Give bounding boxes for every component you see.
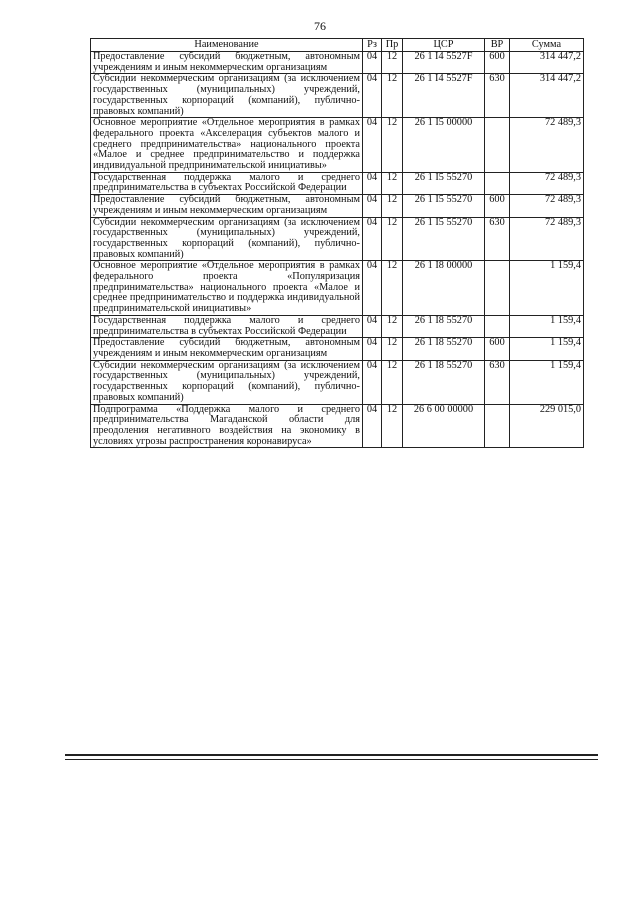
row-sum: 1 159,4	[510, 338, 584, 360]
table-row	[91, 217, 584, 261]
row-csr: 26 6 00 00000	[403, 404, 485, 448]
row-vr	[485, 118, 510, 173]
row-pr: 12	[382, 217, 403, 261]
row-name: Субсидии некоммерческим организациям (за исключением государственных (муниципальных) учреждений, государственных корпораций (компаний), публично-правовых компаний)	[91, 360, 363, 404]
row-sum: 1 159,4	[510, 315, 584, 337]
table-row	[91, 195, 584, 217]
row-rz: 04	[363, 74, 382, 118]
row-csr: 26 1 I8 55270	[403, 338, 485, 360]
row-vr	[485, 315, 510, 337]
row-pr: 12	[382, 74, 403, 118]
footer-rule-thick	[65, 754, 598, 756]
row-sum: 72 489,3	[510, 118, 584, 173]
row-name: Предоставление субсидий бюджетным, автономным учреждениям и иным некоммерческим организациям	[91, 52, 363, 74]
row-pr: 12	[382, 52, 403, 74]
row-sum: 314 447,2	[510, 52, 584, 74]
row-name: Предоставление субсидий бюджетным, автономным учреждениям и иным некоммерческим организациям	[91, 195, 363, 217]
table-header-row	[91, 39, 584, 52]
row-vr: 630	[485, 74, 510, 118]
header-vr: ВР	[485, 39, 510, 52]
footer-rule-thin	[65, 759, 598, 760]
row-rz: 04	[363, 315, 382, 337]
row-rz: 04	[363, 217, 382, 261]
row-vr: 600	[485, 52, 510, 74]
row-vr	[485, 404, 510, 448]
row-sum: 229 015,0	[510, 404, 584, 448]
row-vr	[485, 261, 510, 316]
row-vr: 600	[485, 338, 510, 360]
row-name: Субсидии некоммерческим организациям (за исключением государственных (муниципальных) учреждений, государственных корпораций (компаний), публично-правовых компаний)	[91, 217, 363, 261]
row-vr: 630	[485, 217, 510, 261]
table-row	[91, 172, 584, 194]
table-row	[91, 261, 584, 316]
row-sum: 1 159,4	[510, 360, 584, 404]
budget-table	[90, 38, 584, 448]
row-csr: 26 1 I4 5527F	[403, 52, 485, 74]
page-number: 76	[314, 19, 326, 33]
row-rz: 04	[363, 195, 382, 217]
row-name: Подпрограмма «Поддержка малого и среднего предпринимательства Магаданской области для преодоления негативного воздействия на экономику в условиях угрозы распространения коронавируса»	[91, 404, 363, 448]
header-name: Наименование	[91, 39, 363, 52]
table-row	[91, 404, 584, 448]
row-rz: 04	[363, 172, 382, 194]
row-csr: 26 1 I5 55270	[403, 172, 485, 194]
row-csr: 26 1 I8 55270	[403, 315, 485, 337]
row-csr: 26 1 I5 00000	[403, 118, 485, 173]
row-csr: 26 1 I8 55270	[403, 360, 485, 404]
row-vr	[485, 172, 510, 194]
row-name: Основное мероприятие «Отдельное мероприятия в рамках федерального проекта «Популяризация предпринимательства» национального проекта «Малое и среднее предпринимательство и поддержка индивидуальной предпринимательской инициативы»	[91, 261, 363, 316]
row-rz: 04	[363, 404, 382, 448]
row-rz: 04	[363, 118, 382, 173]
header-sum: Сумма	[510, 39, 584, 52]
row-csr: 26 1 I8 00000	[403, 261, 485, 316]
row-csr: 26 1 I5 55270	[403, 195, 485, 217]
row-sum: 72 489,3	[510, 217, 584, 261]
row-pr: 12	[382, 118, 403, 173]
row-pr: 12	[382, 261, 403, 316]
row-name: Государственная поддержка малого и среднего предпринимательства в субъектах Российской Федерации	[91, 315, 363, 337]
row-rz: 04	[363, 261, 382, 316]
table-row	[91, 118, 584, 173]
row-name: Основное мероприятие «Отдельное мероприятия в рамках федерального проекта «Акселерация субъектов малого и среднего предпринимательства» национального проекта «Малое и среднее предпринимательство и поддержка индивидуальной предпринимательской инициативы»	[91, 118, 363, 173]
header-rz: Рз	[363, 39, 382, 52]
header-csr: ЦСР	[403, 39, 485, 52]
row-pr: 12	[382, 360, 403, 404]
row-sum: 1 159,4	[510, 261, 584, 316]
table-row	[91, 360, 584, 404]
header-pr: Пр	[382, 39, 403, 52]
row-vr: 600	[485, 195, 510, 217]
row-vr: 630	[485, 360, 510, 404]
row-name: Субсидии некоммерческим организациям (за исключением государственных (муниципальных) учреждений, государственных корпораций (компаний), публично-правовых компаний)	[91, 74, 363, 118]
row-csr: 26 1 I5 55270	[403, 217, 485, 261]
row-pr: 12	[382, 195, 403, 217]
table-row	[91, 52, 584, 74]
row-pr: 12	[382, 338, 403, 360]
row-rz: 04	[363, 52, 382, 74]
table-row	[91, 315, 584, 337]
row-name: Предоставление субсидий бюджетным, автономным учреждениям и иным некоммерческим организациям	[91, 338, 363, 360]
table-row	[91, 338, 584, 360]
row-rz: 04	[363, 338, 382, 360]
row-pr: 12	[382, 172, 403, 194]
row-name: Государственная поддержка малого и среднего предпринимательства в субъектах Российской Федерации	[91, 172, 363, 194]
row-rz: 04	[363, 360, 382, 404]
row-csr: 26 1 I4 5527F	[403, 74, 485, 118]
row-pr: 12	[382, 315, 403, 337]
row-pr: 12	[382, 404, 403, 448]
row-sum: 72 489,3	[510, 195, 584, 217]
row-sum: 314 447,2	[510, 74, 584, 118]
row-sum: 72 489,3	[510, 172, 584, 194]
table-row	[91, 74, 584, 118]
